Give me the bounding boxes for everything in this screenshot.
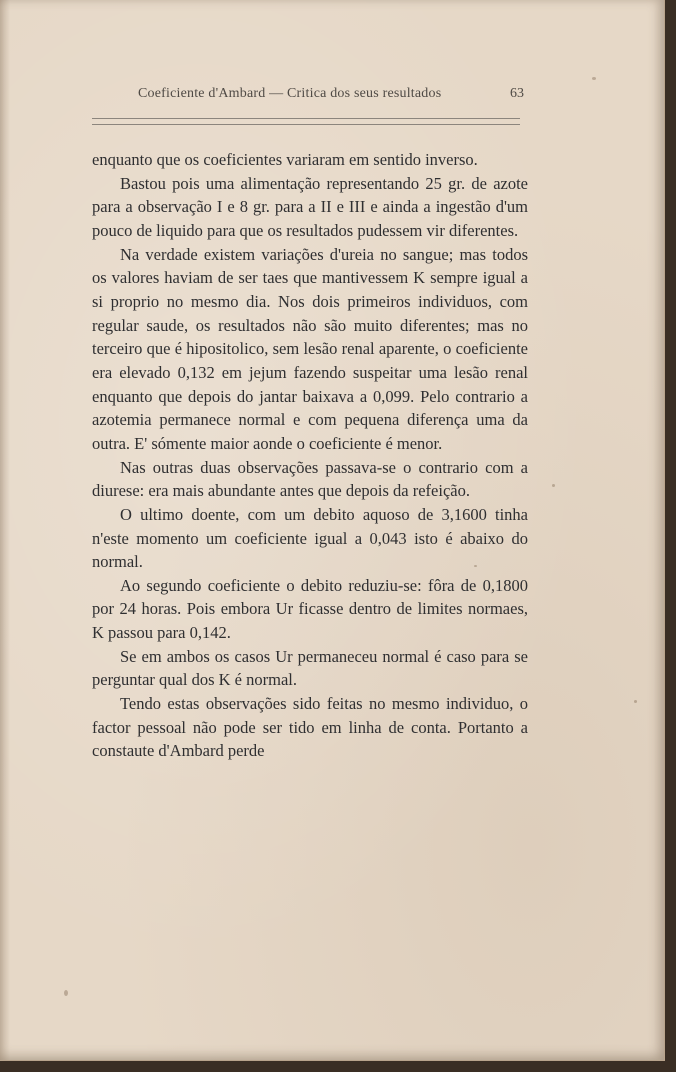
paper-stain xyxy=(592,77,596,80)
paragraph: Nas outras duas observações passava-se o contrario com a diurese: era mais abundante antes que depois da refeição. xyxy=(92,457,528,501)
page-header xyxy=(92,86,532,108)
page-number: 63 xyxy=(510,86,524,101)
header-rule-lower xyxy=(92,124,520,125)
page-gutter-shadow xyxy=(0,0,10,1060)
paragraph: Se em ambos os casos Ur permaneceu normal é caso para se perguntar qual dos K é normal. xyxy=(92,646,528,690)
paragraph: Bastou pois uma alimentação representando 25 gr. de azote para a observação I e 8 gr. para a II e III e ainda a ingestão d'um pouco de liquido para que os resultados pudessem vir diferentes. xyxy=(92,173,528,240)
paper-stain xyxy=(64,990,68,996)
paragraph: Tendo estas observações sido feitas no mesmo individuo, o factor pessoal não pode ser tido em linha de conta. Portanto a constaute d'Ambard perde xyxy=(92,694,528,761)
paragraph-continuation: enquanto que os coeficientes variaram em sentido inverso. xyxy=(92,150,478,169)
paper-stain xyxy=(552,484,555,487)
running-head: Coeficiente d'Ambard — Critica dos seus resultados xyxy=(138,86,442,101)
paper-stain xyxy=(474,565,477,567)
paragraph: O ultimo doente, com um debito aquoso de 3,1600 tinha n'este momento um coeficiente igual a 0,043 isto é abaixo do normal. xyxy=(92,504,528,572)
paper-stain xyxy=(634,700,637,703)
header-rule xyxy=(92,118,520,119)
paragraph: Ao segundo coeficiente o debito reduziu-se: fôra de 0,1800 por 24 horas. Pois embora Ur ficasse dentro de limites normaes, K passou para 0,142. xyxy=(92,575,528,643)
paragraph: Na verdade existem variações d'ureia no sangue; mas todos os valores haviam de ser taes que mantivessem K sempre igual a si proprio no mesmo dia. Nos dois primeiros individuos, com regular saude, os resultados não são muito diferentes; mas no terceiro que é hipositolico, sem lesão renal aparente, o coeficiente era elevado 0,132 em jejum fazendo suspeitar uma lesão renal enquanto que depois do jantar baixava a 0,099. Pelo contrario a azotemia permanece normal e com pequena diferença uma da outra. E' sómente maior aonde o coeficiente é menor. xyxy=(92,244,528,453)
body-text xyxy=(92,148,528,763)
